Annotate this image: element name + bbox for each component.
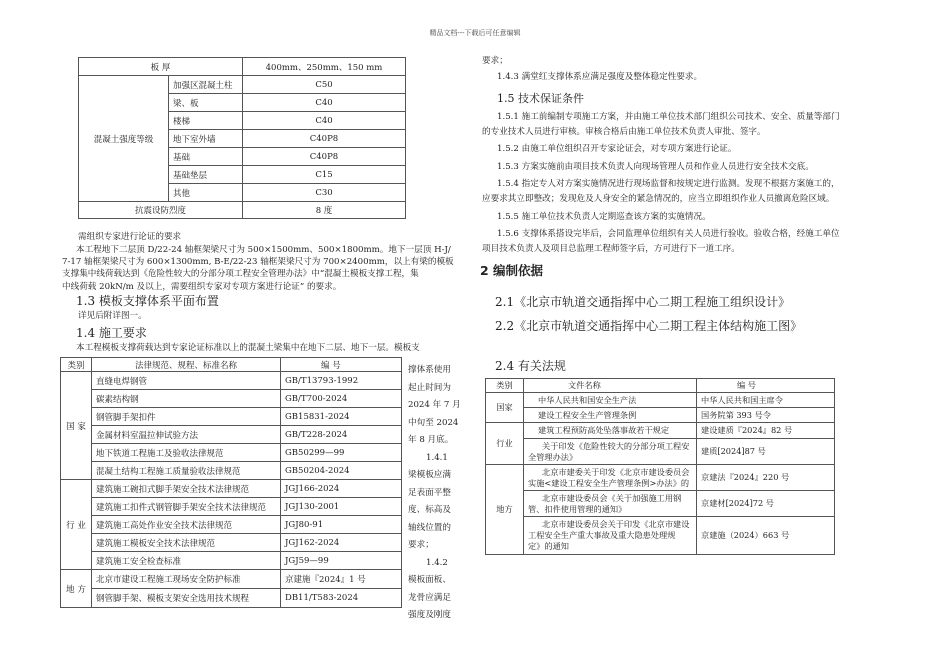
text-line: 轴线位置的	[408, 522, 451, 533]
text-line: 1.5.5 施工单位技术负责人定期巡查该方案的实施情况。	[497, 211, 711, 222]
text-line: 足表面平整	[408, 487, 451, 498]
standard-name: 钢管脚手架、模板支架安全选用技术规程	[92, 589, 281, 608]
text-line: 中旬至 2024	[408, 417, 459, 428]
law-code: 京建施（2024）663 号	[697, 517, 835, 555]
text-line: 1.5.2 由施工单位组织召开专家论证会，对专项方案进行论证。	[497, 144, 737, 155]
standard-code: JGJ80-91	[281, 516, 402, 534]
text-line: 1.5.4 指定专人对方案实施情况进行现场监督和按规定进行监测。发现不根据方案施工的，	[497, 179, 840, 190]
standard-name: 建筑施工安全检查标准	[92, 552, 281, 570]
standard-code: JGJ166-2024	[281, 480, 402, 498]
technical-conditions	[482, 110, 902, 256]
element-grade: C30	[243, 184, 406, 202]
element-name: 其他	[169, 184, 243, 202]
section-1-5-heading: 1.5 技术保证条件	[497, 92, 584, 105]
text-line: 强度及刚度	[408, 610, 451, 620]
standard-name: 金属材料室温拉伸试验方法	[92, 426, 281, 444]
text-line: 的专业技术人员进行审核。审核合格后由施工单位技术负责人审批、签字。	[482, 126, 766, 137]
law-name	[524, 439, 697, 465]
standard-code: GB/T700-2024	[281, 390, 402, 408]
element-grade: C40P8	[243, 130, 406, 148]
paragraph-beams	[62, 244, 454, 293]
text-line: 梁模板应满	[408, 470, 451, 480]
text-line: 北京市建设委员会关于印发《北京市建设	[542, 519, 690, 529]
standard-name: 直缝电焊钢管	[92, 372, 281, 390]
text-line: 撑体系使用	[408, 365, 451, 375]
grade-group-label: 混凝土强度等级	[79, 76, 169, 202]
expert-line: 需组织专家进行论证的要求	[78, 232, 182, 242]
standard-code: JGJ59—99	[281, 552, 402, 570]
standard-code: GB15831-2024	[281, 408, 402, 426]
law-name	[524, 491, 697, 517]
column-header: 法律规范、规程、标准名称	[92, 358, 281, 372]
standard-name: 碳素结构钢	[92, 390, 281, 408]
standard-name: 钢管脚手架扣件	[92, 408, 281, 426]
standard-code: DB11/T583-2024	[281, 589, 402, 608]
standard-code: GB50299—99	[281, 444, 402, 462]
element-name: 梁、板	[169, 94, 243, 112]
law-name: 建设工程安全生产管理条例	[524, 408, 697, 423]
category-national: 国家	[486, 393, 524, 423]
standard-code: GB/T228-2024	[281, 426, 402, 444]
text-line: 要求；	[408, 540, 434, 550]
element-grade: C15	[243, 166, 406, 184]
thickness-label: 板 厚	[79, 58, 243, 76]
law-code: 国务院第 393 号令	[697, 408, 835, 423]
seismic-label: 抗震设防烈度	[79, 202, 243, 219]
text-line: 北京市建设委员会《关于加强施工用钢	[542, 492, 682, 503]
element-name: 楼梯	[169, 112, 243, 130]
standard-name: 建筑施工模板安全技术法律规范	[92, 534, 281, 552]
element-name: 基础	[169, 148, 243, 166]
standard-code: GB/T13793-1992	[281, 372, 402, 390]
element-name: 地下室外墙	[169, 130, 243, 148]
standard-name: 混凝土结构工程施工质量验收法律规范	[92, 462, 281, 480]
thickness-value: 400mm、250mm、150 mm	[243, 58, 406, 76]
law-name	[524, 465, 697, 491]
text-line: 中线荷载 20kN/m 及以上，需要组织专家对专项方案进行论证” 的要求。	[62, 281, 342, 292]
section-1-4-text: 本工程模板支撑荷载达到专家论证标准以上的混凝土梁集中在地下二层、地下一层。模板支	[76, 343, 420, 353]
element-grade: C40	[243, 112, 406, 130]
element-grade: C40	[243, 94, 406, 112]
side-column	[408, 362, 468, 625]
reference-2-1: 2.1《北京市轨道交通指挥中心二期工程施工组织设计》	[495, 295, 791, 309]
text-line: 1.4.1	[426, 452, 448, 463]
text-line: 1.5.6 支撑体系搭设完毕后，会同监理单位组织有关人员进行验收。验收合格，经施工单位	[497, 229, 840, 240]
text-line: 起止时间为	[408, 382, 451, 393]
text-line: 模板面板、	[408, 575, 451, 585]
text-line: 项目技术负责人及项目总监理工程师签字后，方可进行下一道工序。	[482, 243, 740, 254]
section-1-4-heading: 1.4 施工要求	[76, 326, 147, 340]
page-header: 精品文档---下载后可任意编辑	[429, 29, 521, 37]
standard-name: 建筑施工扣件式钢管脚手架安全技术法律规范	[92, 498, 281, 516]
text-line: 管、扣件使用管理的通知》	[528, 503, 627, 514]
element-grade: C50	[243, 76, 406, 94]
category-industry: 行 业	[61, 480, 92, 570]
category-industry: 行业	[486, 423, 524, 465]
standard-name: 北京市建设工程施工现场安全防护标准	[92, 570, 281, 589]
law-code: 建设建质『2024』82 号	[697, 423, 835, 439]
text-line: 全管理办法》	[528, 451, 578, 462]
category-local: 地方	[486, 465, 524, 555]
section-2-4-heading: 2.4 有关法规	[495, 359, 566, 373]
category-local: 地 方	[61, 570, 92, 608]
element-grade: C40P8	[243, 148, 406, 166]
column-header: 类别	[486, 379, 524, 393]
text-line: 实施<建设工程安全生产管理条例>办法》的	[528, 477, 690, 488]
standard-code: GB50204-2024	[281, 462, 402, 480]
text-line: 龙骨应满足	[408, 592, 451, 603]
element-name: 基础垫层	[169, 166, 243, 184]
text-line: 年 8 月底。	[408, 435, 454, 445]
law-code: 建质[2024]87 号	[697, 439, 835, 465]
category-national: 国 家	[61, 372, 92, 480]
column-header: 文件名称	[524, 379, 697, 393]
text-line: 应要求其立即整改；发现危及人身安全的紧急情况的，应当立即组织作业人员撤离危险区域。	[482, 193, 835, 204]
text-line: 1.5.1 施工前编制专项施工方案，并由施工单位技术部门组织公司技术、安全、质量等部门	[497, 112, 840, 122]
text-line: 要求；	[482, 56, 508, 66]
standard-name: 建筑施工碗扣式脚手架安全技术法律规范	[92, 480, 281, 498]
law-code: 京建法『2024』220 号	[697, 465, 835, 491]
text-line: 定》的通知	[528, 541, 569, 551]
section-1-3-text: 详见后附详图一。	[78, 311, 147, 321]
standard-code: JGJ162-2024	[281, 534, 402, 552]
text-line: 2024 年 7 月	[408, 400, 461, 410]
column-header: 编 号	[281, 358, 402, 372]
text-line: 工程安全生产重大事故及重大隐患处理规	[528, 530, 676, 540]
text-line: 度、标高及	[408, 505, 451, 515]
section-2-heading: 2 编制依据	[480, 263, 544, 278]
laws-table	[485, 378, 835, 555]
text-line: 本工程地下二层顶 D/22-24 轴框架梁尺寸为 500×1500mm、500×1800mm。地下一层顶 H-J/	[76, 245, 451, 255]
column-header: 编 号	[697, 379, 835, 393]
text-line: 1.4.3 满堂红支撑体系应满足强度及整体稳定性要求。	[497, 72, 703, 82]
reference-2-2: 2.2《北京市轨道交通指挥中心二期工程主体结构施工图》	[495, 319, 803, 333]
text-line: 1.5.3 方案实施前由项目技术负责人向现场管理人员和作业人员进行安全技术交底。	[497, 161, 814, 172]
standard-name: 建筑施工高处作业安全技术法律规范	[92, 516, 281, 534]
law-code: 京建材[2024]72 号	[697, 491, 835, 517]
concrete-table	[78, 57, 406, 219]
law-code: 中华人民共和国主席令	[697, 393, 835, 408]
law-name: 中华人民共和国安全生产法	[524, 393, 697, 408]
law-name	[524, 517, 697, 555]
text-line: 支撑集中线荷载达到《危险性较大的分部分项工程安全管理办法》中“混凝土模板支撑工程，集	[62, 269, 419, 280]
text-line: 7-17 轴框架梁尺寸为 600×1300mm, B-E/22-23 轴框架梁尺寸为 700×2400mm，以上有梁的模板	[62, 257, 454, 268]
text-line: 北京市建委关于印发《北京市建设委员会	[542, 466, 690, 477]
standard-name: 地下铁道工程施工及验收法律规范	[92, 444, 281, 462]
section-1-3-heading: 1.3 模板支撑体系平面布置	[76, 294, 219, 308]
standard-code: 京建施『2024』1 号	[281, 570, 402, 589]
standards-table	[60, 357, 402, 608]
column-header: 类别	[61, 358, 92, 372]
element-name: 加强区混凝土柱	[169, 76, 243, 94]
seismic-value: 8 度	[243, 202, 406, 219]
law-name: 建筑工程预防高处坠落事故若干规定	[524, 423, 697, 439]
text-line: 1.4.2	[426, 557, 448, 568]
text-line: 关于印发《危险性较大的分部分项工程安	[542, 440, 690, 451]
standard-code: JGJ130-2001	[281, 498, 402, 516]
